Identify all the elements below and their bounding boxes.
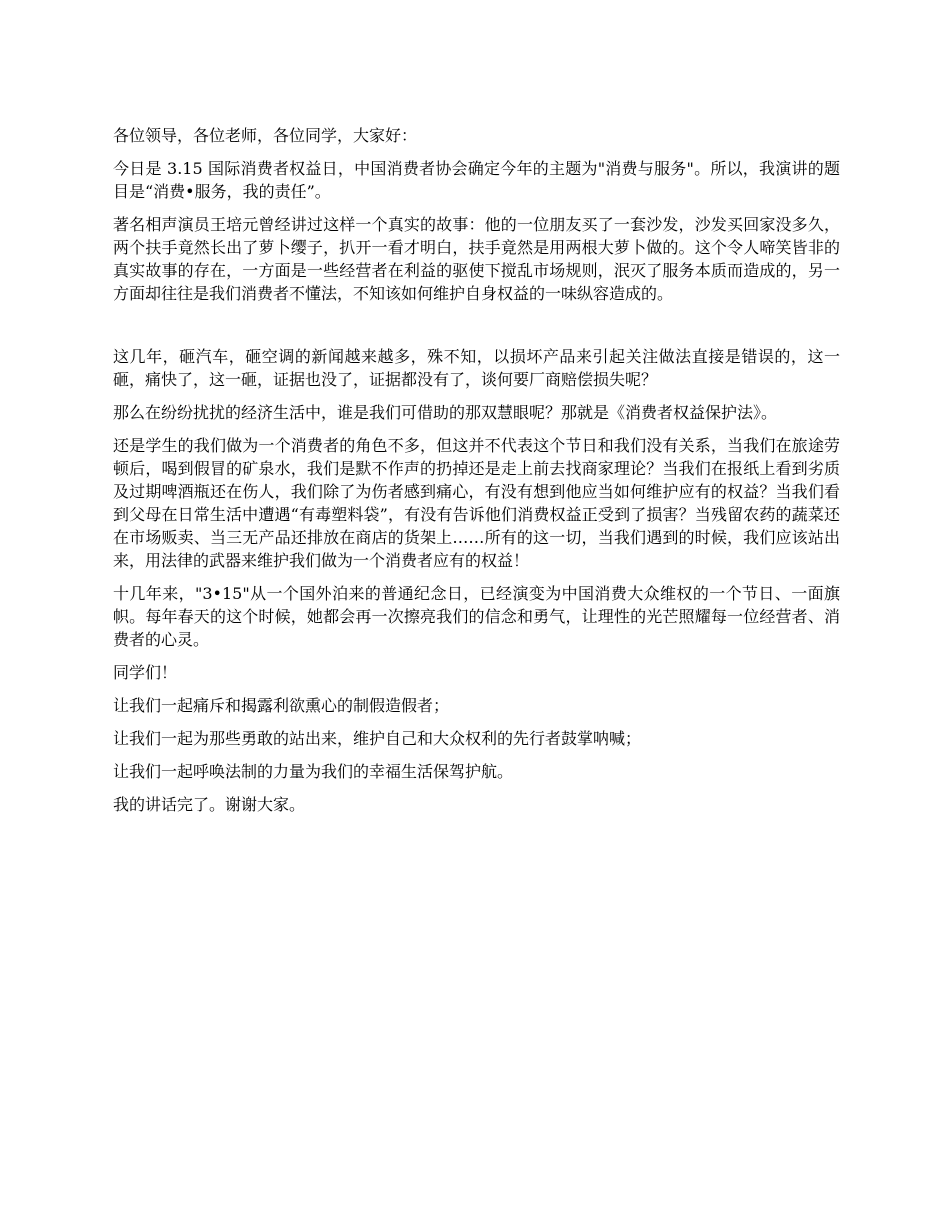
story-paragraph: 著名相声演员王培元曾经讲过这样一个真实的故事：他的一位朋友买了一套沙发，沙发买回家没多久，两个扶手竟然长出了萝卜缨子，扒开一看才明白，扶手竟然是用两根大萝卜做的。这个令人啼笑皆非的真实故事的存在，一方面是一些经营者在利益的驱使下搅乱市场规则，泯灭了服务本质而造成的，另一方面却往往是我们消费者不懂法，不知该如何维护自身权益的一味纵容造成的。 <box>113 215 840 303</box>
topic-paragraph: 今日是 3.15 国际消费者权益日，中国消费者协会确定今年的主题为"消费与服务"。所以，我演讲的题目是“消费•服务，我的责任”。 <box>113 159 840 201</box>
greeting-paragraph: 各位领导，各位老师，各位同学，大家好： <box>113 126 418 145</box>
law-paragraph: 那么在纷纷扰扰的经济生活中，谁是我们可借助的那双慧眼呢？那就是《消费者权益保护法》。 <box>113 403 778 422</box>
call-paragraph-1: 让我们一起痛斥和揭露利欲熏心的制假造假者； <box>113 696 450 715</box>
call-paragraph-3: 让我们一起呼唤法制的力量为我们的幸福生活保驾护航。 <box>113 762 514 781</box>
students-paragraph: 还是学生的我们做为一个消费者的角色不多，但这并不代表这个节日和我们没有关系，当我们在旅途劳顿后，喝到假冒的矿泉水，我们是默不作声的扔掉还是走上前去找商家理论？当我们在报纸上看到劣质及过期啤酒瓶还在伤人，我们除了为伤者感到痛心，有没有想到他应当如何维护应有的权益？当我们看到父母在日常生活中遭遇“有毒塑料袋”，有没有告诉他们消费权益正受到了损害？当残留农药的蔬菜还在市场贩卖、当三无产品还排放在商店的货架上……所有的这一切，当我们遇到的时候，我们应该站出来，用法律的武器来维护我们做为一个消费者应有的权益！ <box>113 436 840 570</box>
news-paragraph: 这几年，砸汽车，砸空调的新闻越来越多，殊不知，以损坏产品来引起关注做法直接是错误的，这一砸，痛快了，这一砸，证据也没了，证据都没有了，谈何要厂商赔偿损失呢？ <box>113 347 840 389</box>
address-paragraph: 同学们！ <box>113 663 178 682</box>
closing-paragraph: 我的讲话完了。谢谢大家。 <box>113 795 306 814</box>
call-paragraph-2: 让我们一起为那些勇敢的站出来，维护自己和大众权利的先行者鼓掌呐喊； <box>113 729 642 748</box>
history-paragraph: 十几年来，"3•15"从一个国外泊来的普通纪念日，已经演变为中国消费大众维权的一个节日、一面旗帜。每年春天的这个时候，她都会再一次擦亮我们的信念和勇气，让理性的光芒照耀每一位经营者、消费者的心灵。 <box>113 584 840 649</box>
document-body <box>113 124 840 826</box>
